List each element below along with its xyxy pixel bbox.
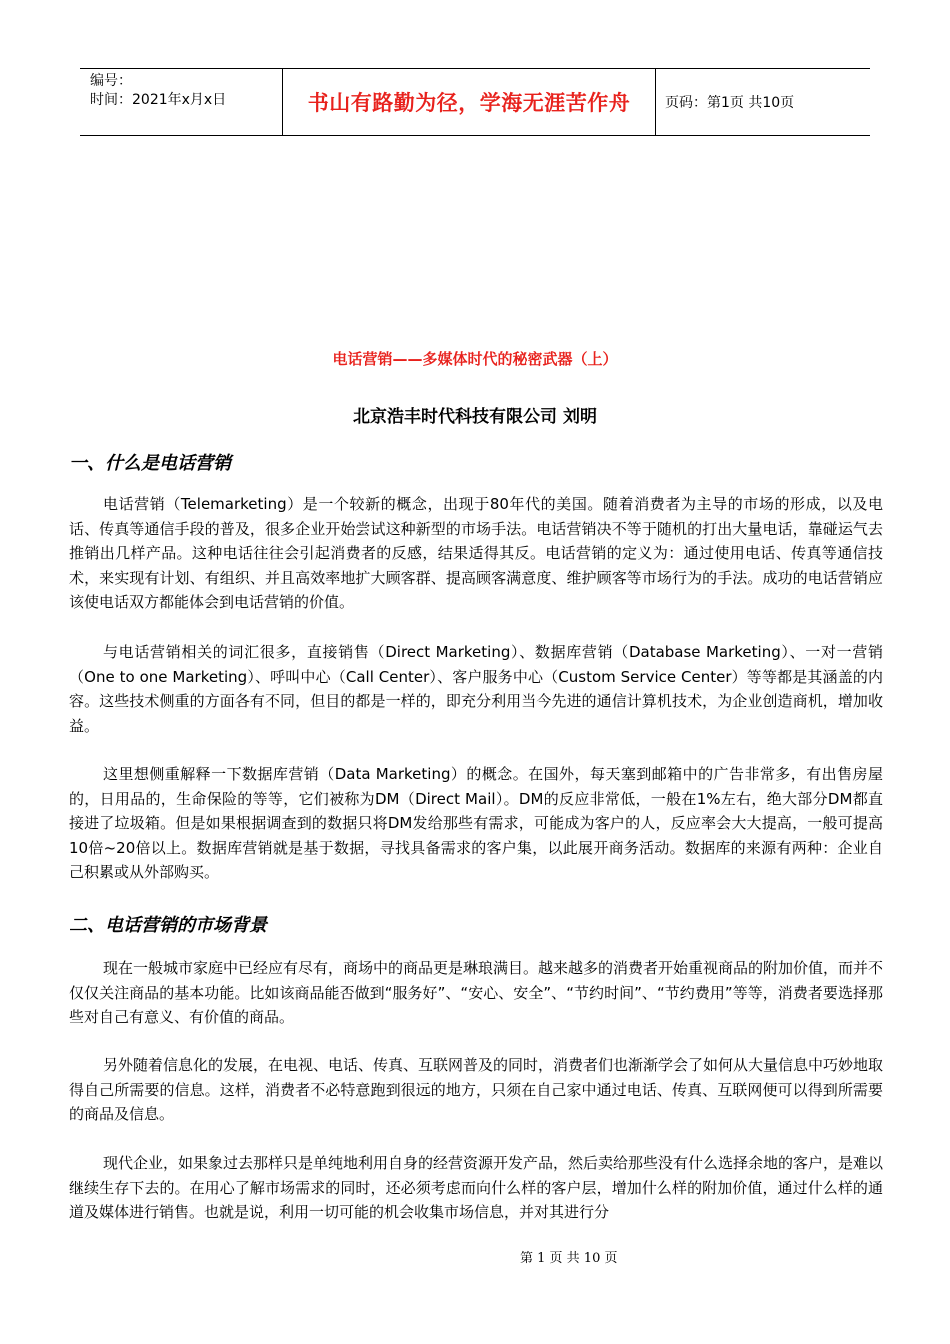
section-1-paragraph-2: 与电话营销相关的词汇很多，直接销售（Direct Marketing）、数据库营销（Database Marketing）、一对一营销（One to one Marketing）、呼叫中心（Call Center）、客户服务中心（Custom Service Center）等等都是其涵盖的内容。这些技术侧重的方面各有不同，但目的都是一样的，即充分利用当今先进的通信计算机技术，为企业创造商机，增加收益。 (69, 643, 883, 735)
header-number-label: 编号： (90, 73, 132, 89)
header-motto: 书山有路勤为径，学海无涯苦作舟 (283, 69, 656, 135)
section-2-paragraph-3: 现代企业，如果象过去那样只是单纯地利用自身的经营资源开发产品，然后卖给那些没有什么选择余地的客户，是难以继续生存下去的。在用心了解市场需求的同时，还必须考虑而向什么样的客户层，增加什么样的附加价值，通过什么样的通道及媒体进行销售。也就是说，利用一切可能的机会收集市场信息，并对其进行分 (69, 1154, 884, 1221)
header-time-label: 时间：2021年x月x日 (90, 92, 227, 108)
section-2-heading: 二、电话营销的市场背景 (69, 915, 267, 936)
page-footer: 第 1 页 共 10 页 (520, 1251, 618, 1266)
header-meta-cell (80, 69, 283, 135)
section-2-paragraph-2: 另外随着信息化的发展，在电视、电话、传真、互联网普及的同时，消费者们也渐渐学会了如何从大量信息中巧妙地取得自己所需要的信息。这样，消费者不必特意跑到很远的地方，只须在自己家中通过电话、传真、互联网便可以得到所需要的商品及信息。 (69, 1056, 884, 1123)
header-page-label: 页码：第1页 共10页 (665, 95, 795, 111)
document-author: 北京浩丰时代科技有限公司 刘明 (353, 407, 597, 427)
document-title: 电话营销——多媒体时代的秘密武器（上） (332, 350, 618, 368)
section-1-heading: 一、什么是电话营销 (69, 453, 231, 474)
section-1-paragraph-3: 这里想侧重解释一下数据库营销（Data Marketing）的概念。在国外，每天塞到邮箱中的广告非常多，有出售房屋的，日用品的，生命保险的等等，它们被称为DM（Direct Mail）。DM的反应非常低，一般在1%左右，绝大部分DM都直接进了垃圾箱。但是如果根据调查到的数据只将DM发给那些有需求，可能成为客户的人，反应率会大大提高，一般可提高10倍~20倍以上。数据库营销就是基于数据，寻找具备需求的客户集，以此展开商务活动。数据库的来源有两种：企业自己积累或从外部购买。 (69, 765, 883, 881)
section-2-paragraph-1: 现在一般城市家庭中已经应有尽有，商场中的商品更是琳琅满目。越来越多的消费者开始重视商品的附加价值，而并不仅仅关注商品的基本功能。比如该商品能否做到“服务好”、“安心、安全”、“节约时间”、“节约费用”等等，消费者要选择那些对自己有意义、有价值的商品。 (69, 959, 884, 1026)
section-1-paragraph-1: 电话营销（Telemarketing）是一个较新的概念，出现于80年代的美国。随着消费者为主导的市场的形成，以及电话、传真等通信手段的普及，很多企业开始尝试这种新型的市场手法。电话营销决不等于随机的打出大量电话，靠碰运气去推销出几样产品。这种电话往往会引起消费者的反感，结果适得其反。电话营销的定义为：通过使用电话、传真等通信技术，来实现有计划、有组织、并且高效率地扩大顾客群、提高顾客满意度、维护顾客等市场行为的手法。成功的电话营销应该使电话双方都能体会到电话营销的价值。 (69, 495, 883, 611)
header-table (80, 68, 870, 136)
